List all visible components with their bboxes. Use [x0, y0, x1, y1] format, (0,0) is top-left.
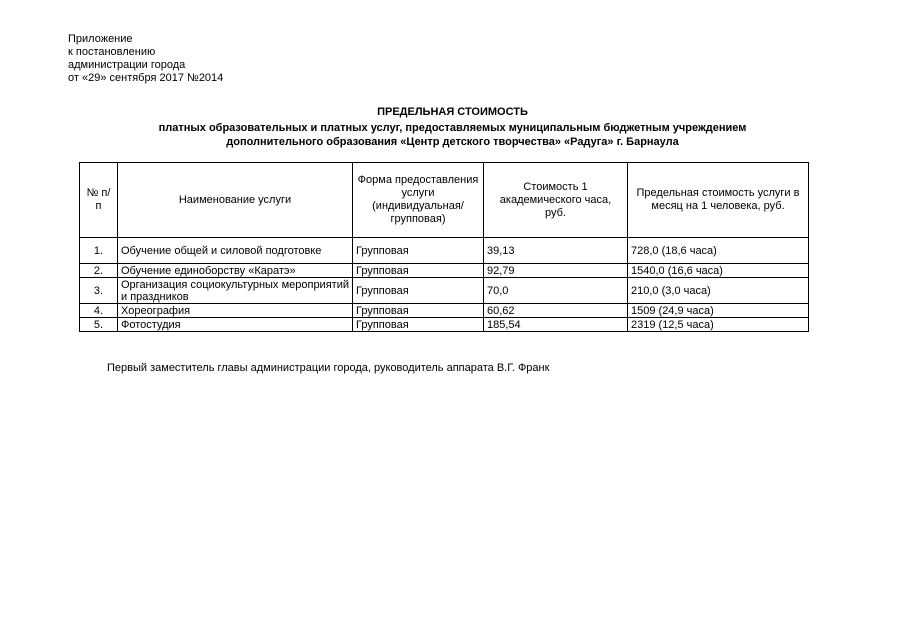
row-monthly-limit: 1509 (24,9 часа)	[628, 304, 809, 318]
row-service-form: Групповая	[353, 304, 484, 318]
row-hour-cost: 60,62	[484, 304, 628, 318]
row-service-name: Хореография	[118, 304, 353, 318]
header-service-name: Наименование услуги	[118, 163, 353, 238]
row-service-name: Обучение общей и силовой подготовке	[118, 238, 353, 264]
row-number: 3.	[80, 278, 118, 304]
row-hour-cost: 39,13	[484, 238, 628, 264]
row-service-name: Организация социокультурных мероприятий и праздников	[118, 278, 353, 304]
table-row	[80, 238, 809, 264]
row-service-name: Фотостудия	[118, 318, 353, 332]
row-service-name: Обучение единоборству «Каратэ»	[118, 264, 353, 278]
document-subtitle-line-2: дополнительного образования «Центр детского творчества» «Радуга» г. Барнаула	[226, 136, 679, 148]
header-service-form: Форма предоставления услуги (индивидуальная/ групповая)	[353, 163, 484, 238]
row-monthly-limit: 1540,0 (16,6 часа)	[628, 264, 809, 278]
row-number: 1.	[80, 238, 118, 264]
table-row	[80, 304, 809, 318]
row-number: 5.	[80, 318, 118, 332]
annex-line-resolution: к постановлению	[68, 46, 156, 58]
row-monthly-limit: 728,0 (18,6 часа)	[628, 238, 809, 264]
table-row	[80, 278, 809, 304]
row-hour-cost: 185,54	[484, 318, 628, 332]
row-monthly-limit: 2319 (12,5 часа)	[628, 318, 809, 332]
row-number: 4.	[80, 304, 118, 318]
row-hour-cost: 92,79	[484, 264, 628, 278]
annex-line-date: от «29» сентября 2017 №2014	[68, 72, 224, 84]
row-monthly-limit: 210,0 (3,0 часа)	[628, 278, 809, 304]
header-hour-cost: Стоимость 1 академического часа, руб.	[484, 163, 628, 238]
annex-line-title: Приложение	[68, 33, 133, 45]
document-title: ПРЕДЕЛЬНАЯ СТОИМОСТЬ	[377, 106, 528, 118]
price-table	[79, 162, 809, 332]
table-row	[80, 264, 809, 278]
row-service-form: Групповая	[353, 238, 484, 264]
header-monthly-limit: Предельная стоимость услуги в месяц на 1 человека, руб.	[628, 163, 809, 238]
signature-line: Первый заместитель главы администрации города, руководитель аппарата В.Г. Франк	[107, 362, 550, 374]
annex-block	[68, 33, 223, 85]
row-number: 2.	[80, 264, 118, 278]
row-service-form: Групповая	[353, 264, 484, 278]
row-service-form: Групповая	[353, 318, 484, 332]
document-subtitle-line-1: платных образовательных и платных услуг, предоставляемых муниципальным бюджетным учреждением	[158, 122, 747, 134]
row-service-form: Групповая	[353, 278, 484, 304]
table-header-row	[80, 163, 809, 238]
table-row	[80, 318, 809, 332]
annex-line-administration: администрации города	[68, 59, 186, 71]
header-number: № п/п	[80, 163, 118, 238]
row-hour-cost: 70,0	[484, 278, 628, 304]
